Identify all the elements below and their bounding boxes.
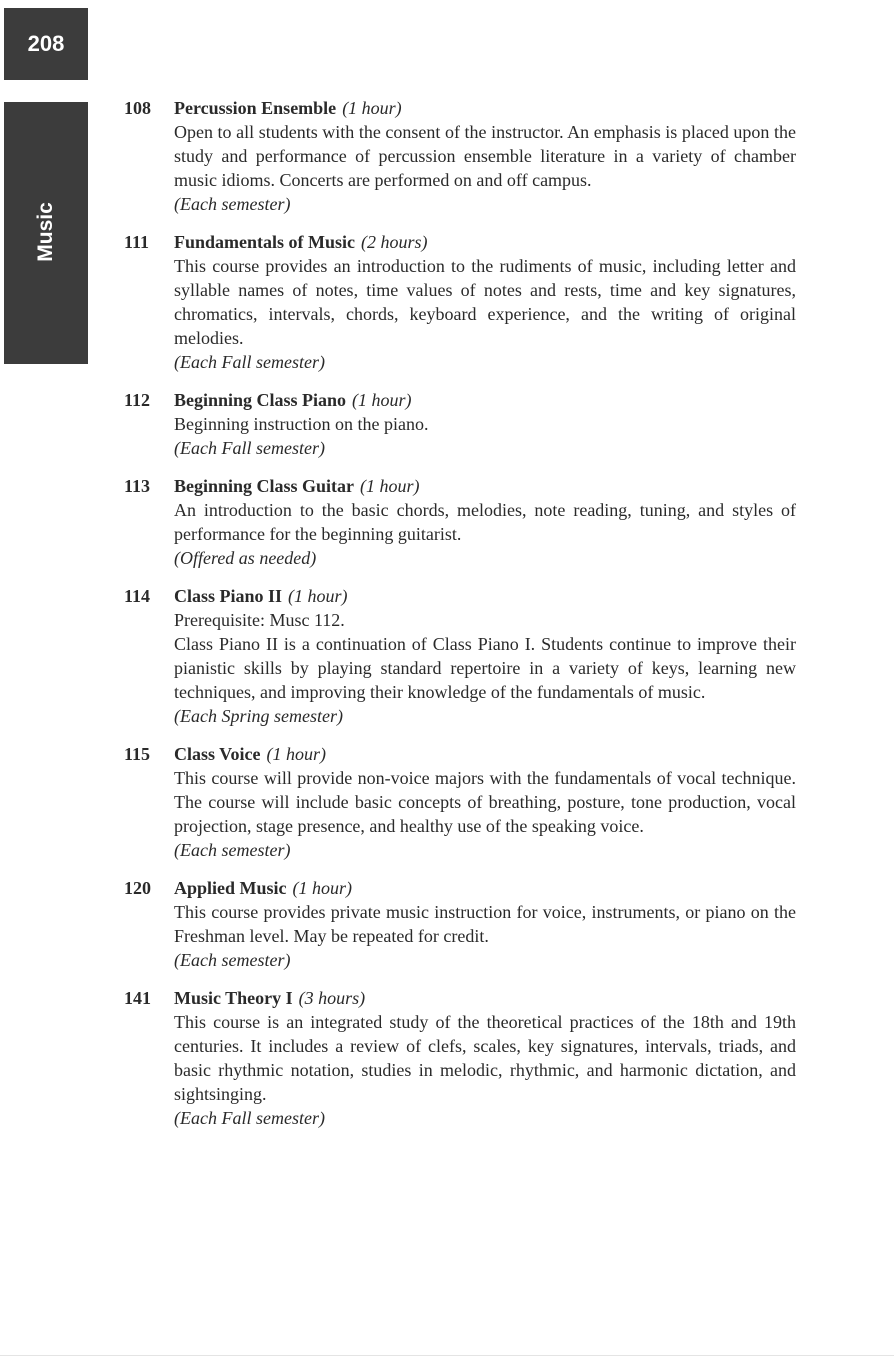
- course-title: Applied Music: [174, 878, 287, 898]
- course-schedule: (Each Fall semester): [174, 1108, 325, 1128]
- page-number-tab: [4, 8, 88, 80]
- course-schedule: (Each semester): [174, 194, 291, 214]
- course-number: 120: [124, 878, 151, 898]
- course-schedule: (Each semester): [174, 950, 291, 970]
- course-credits: (1 hour): [292, 878, 353, 898]
- course-title: Fundamentals of Music: [174, 232, 356, 252]
- course-number: 112: [124, 390, 151, 410]
- course-credits: (1 hour): [352, 390, 412, 410]
- course-number: 111: [124, 232, 150, 252]
- course-number: 141: [124, 988, 151, 1008]
- course-description: This course provides an introduction to the rudiments of music, including letter and syllable names of notes, time values of notes and rests, time and key signatures, chromatics, intervals, chords, keyboard experience, and the writing of original melodies.: [174, 256, 796, 348]
- course-title: Class Voice: [174, 744, 261, 764]
- course-number: 114: [124, 586, 151, 606]
- course-description: This course will provide non-voice majors with the fundamentals of vocal technique. The course will include basic concepts of breathing, posture, tone production, vocal projection, stage presence, and healthy use of the speaking voice.: [174, 768, 796, 836]
- course-credits: (3 hours): [298, 988, 366, 1008]
- course-schedule: (Each Spring semester): [174, 706, 343, 726]
- course-title: Percussion Ensemble: [174, 98, 337, 118]
- course-title: Beginning Class Guitar: [174, 476, 355, 496]
- course-credits: (1 hour): [288, 586, 348, 606]
- section-tab: [4, 102, 88, 364]
- course-list: [124, 96, 796, 1144]
- course-credits: (1 hour): [266, 744, 327, 764]
- course-description: Class Piano II is a continuation of Class Piano I. Students continue to improve their pianistic skills by playing standard repertoire in a variety of keys, learning new techniques, and improving their knowledge of the fundamentals of music.: [174, 634, 796, 702]
- course-title: Music Theory I: [174, 988, 293, 1008]
- course-heading: [174, 742, 796, 766]
- course-prerequisite: Prerequisite: Musc 112.: [174, 610, 345, 630]
- course-heading: [174, 388, 796, 412]
- course-schedule: (Each Fall semester): [174, 438, 325, 458]
- course-description: Open to all students with the consent of the instructor. An emphasis is placed upon the study and performance of percussion ensemble literature in a variety of chamber music idioms. Concerts are performed on and off campus.: [174, 122, 796, 190]
- course-description: Beginning instruction on the piano.: [174, 414, 429, 434]
- course-title: Beginning Class Piano: [174, 390, 347, 410]
- course-113: [124, 474, 796, 570]
- course-111: [124, 230, 796, 374]
- course-description: This course is an integrated study of the theoretical practices of the 18th and 19th centuries. It includes a review of clefs, scales, key signatures, intervals, triads, and basic rhythmic notation, studies in melodic, rhythmic, and harmonic dictation, and sightsinging.: [174, 1012, 796, 1104]
- course-credits: (1 hour): [360, 476, 420, 496]
- course-heading: [174, 230, 796, 254]
- course-schedule: (Offered as needed): [174, 548, 317, 568]
- course-description: This course provides private music instruction for voice, instruments, or piano on the Freshman level. May be repeated for credit.: [174, 902, 796, 946]
- course-credits: (2 hours): [361, 232, 428, 252]
- course-heading: [174, 876, 796, 900]
- course-credits: (1 hour): [342, 98, 402, 118]
- section-label: Music: [34, 202, 57, 262]
- course-description: An introduction to the basic chords, melodies, note reading, tuning, and styles of performance for the beginning guitarist.: [174, 500, 796, 544]
- course-schedule: (Each Fall semester): [174, 352, 325, 372]
- course-schedule: (Each semester): [174, 840, 291, 860]
- course-141: [124, 986, 796, 1130]
- course-number: 108: [124, 98, 151, 118]
- course-heading: [174, 474, 796, 498]
- course-heading: [174, 584, 796, 608]
- course-heading: [174, 96, 796, 120]
- course-heading: [174, 986, 796, 1010]
- page-number: 208: [27, 31, 65, 56]
- course-120: [124, 876, 796, 972]
- course-number: 113: [124, 476, 151, 496]
- course-title: Class Piano II: [174, 586, 283, 606]
- course-112: [124, 388, 796, 460]
- page-bottom-rule: [0, 1355, 894, 1356]
- course-number: 115: [124, 744, 151, 764]
- course-114: [124, 584, 796, 728]
- course-108: [124, 96, 796, 216]
- course-115: [124, 742, 796, 862]
